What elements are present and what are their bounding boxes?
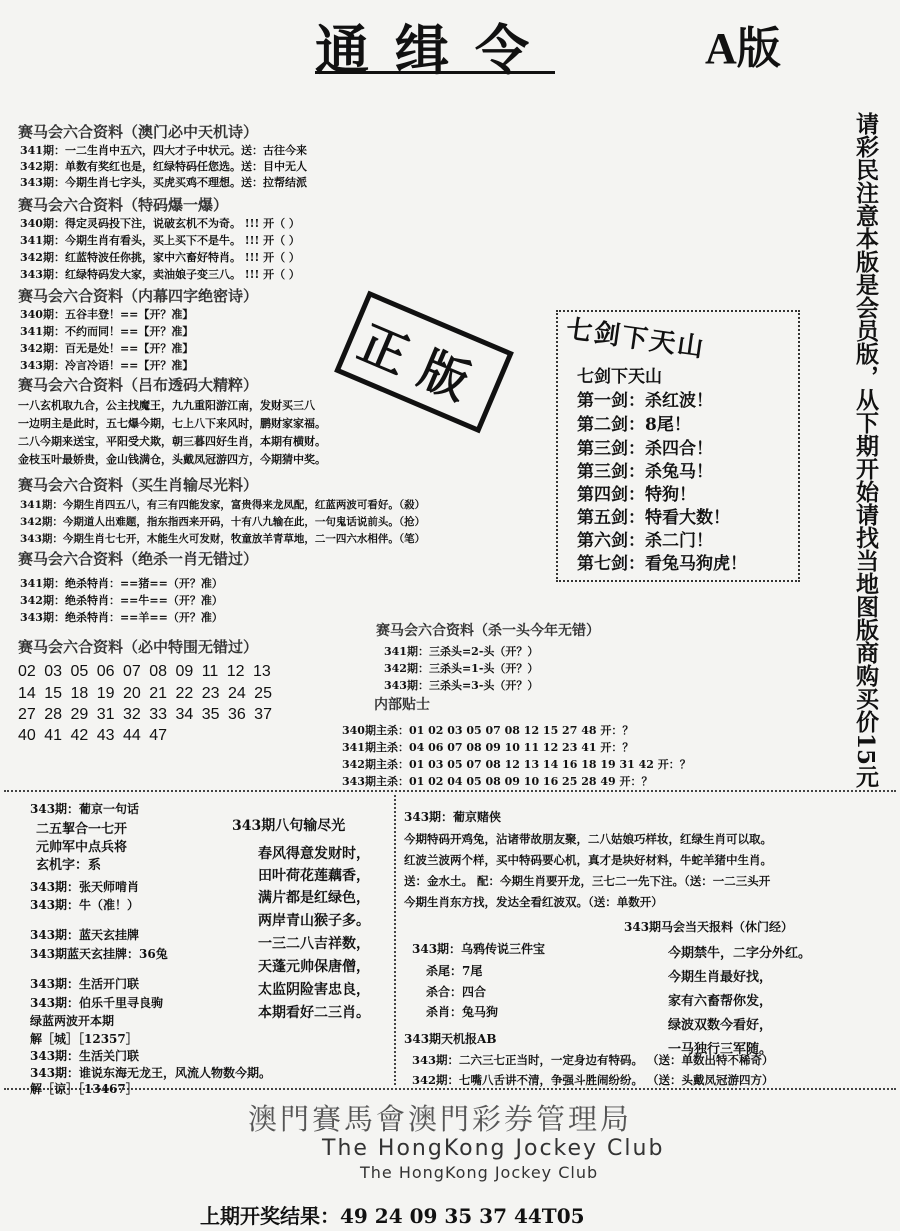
sword-line: 第二剑：8尾！ <box>577 415 691 435</box>
text-line: 杀尾：7尾 <box>426 964 483 978</box>
text-line: 342期：三杀头=1-头（开？） <box>384 662 539 675</box>
text-line: 341期：绝杀特肖：==猪==（开？准） <box>20 577 223 590</box>
divider <box>4 790 896 792</box>
text-line: 343期：冷言冷语！==【开？准】 <box>20 359 194 372</box>
text-line: 一边明主是此时，五七爆今期，七上八下来风时，鹏财家家福。 <box>18 417 326 430</box>
text-line: 340期：五谷丰登！==【开？准】 <box>20 308 194 321</box>
edition-label: A版 <box>705 24 781 73</box>
text-line: 343期蓝天玄挂牌：36兔 <box>30 947 168 961</box>
text-line: 341期主杀：04 06 07 08 09 10 11 12 23 41 开：？ <box>342 741 634 754</box>
text-line: 玄机字：系 <box>36 858 102 873</box>
text-line: 343期：谁说东海无龙王，风流人物数今期。 <box>30 1066 272 1080</box>
block-title: 343期：生活关门联 <box>30 1049 140 1063</box>
text-line: 342期：红蓝特波任你挑，家中六畜好特肖。 !!! 开（ ） <box>20 251 300 264</box>
text-line: 绿蓝两波开本期 <box>30 1014 115 1028</box>
org-name-en: The HongKong Jockey Club <box>322 1136 665 1161</box>
org-name-cn: 澳門賽馬會澳門彩券管理局 <box>248 1102 633 1136</box>
section-title: 赛马会六合资料（内幕四字绝密诗） <box>18 287 259 305</box>
section-title: 赛马会六合资料（绝杀一肖无错过） <box>18 550 259 568</box>
text-line: 一马独行三军随。 <box>668 1042 773 1057</box>
poem-line: 满片都是红绿色， <box>258 890 370 906</box>
text-line: 解［城］［12357］ <box>30 1032 138 1046</box>
text-line: 金枝玉叶最娇贵，金山钱满仓，头戴凤冠游四方，今期猜中奖。 <box>18 453 326 466</box>
text-line: 二八今期来送宝，平阳受犬欺，朝三暮四好生肖，本期有横财。 <box>18 435 326 448</box>
section-title: 内部贴士 <box>374 697 430 713</box>
text-line: 341期：三杀头=2-头（开？） <box>384 645 539 658</box>
block-title: 343期：葡京赌侠 <box>404 810 502 824</box>
text-line: 343期：红绿特码发大家，卖油娘子变三八。 !!! 开（ ） <box>20 268 300 281</box>
section-title: 赛马会六合资料（吕布透码大精粹） <box>18 376 259 394</box>
text-line: 341期：今期生肖有看头，买上买下不是牛。 !!! 开（ ） <box>20 234 300 247</box>
text-line: 一八玄机取九合，公主找魔王，九九重阳游江南，发财买三八 <box>18 399 315 412</box>
text-line: 343期：二六三七正当时，一定身边有特码。 （送：单数出特不稀奇） <box>412 1053 774 1067</box>
text-line: 绿波双数今看好， <box>668 1018 773 1033</box>
text-line: 341期：不约而同！==【开？准】 <box>20 325 194 338</box>
text-line: 343期：牛（准！） <box>30 898 140 912</box>
section-title: 赛马会六合资料（特码爆一爆） <box>18 196 229 214</box>
text-line: 340期：得定灵码投下注，说破玄机不为奇。 !!! 开（ ） <box>20 217 300 230</box>
text-line: 342期主杀：01 03 05 07 08 12 13 14 16 18 19 31 42 开：？ <box>342 758 691 771</box>
sword-line: 第七剑：看兔马狗虎！ <box>577 554 747 574</box>
text-line: 家有六畜帮你发， <box>668 994 773 1009</box>
page-title: 通缉令 <box>315 18 555 82</box>
text-line: 343期：今期生肖七字头，买虎买鸡不理想。送：拉帮结派 <box>20 176 307 189</box>
text-line: 343期：三杀头=3-头（开？） <box>384 679 539 692</box>
block-title: 343期马会当天报料（休门经） <box>624 920 794 934</box>
poem-line: 一三二八吉祥数， <box>258 936 370 952</box>
text-line: 元帅军中点兵将 <box>36 840 128 855</box>
sword-line: 第五剑：特看大数！ <box>577 508 730 528</box>
poem-line: 太监阴险害忠良， <box>258 982 370 998</box>
text-line: 杀合：四合 <box>426 985 487 999</box>
poem-line: 两岸青山猴子多。 <box>258 913 370 929</box>
section-title: 赛马会六合资料（澳门必中天机诗） <box>18 123 259 141</box>
poem-line: 春风得意发财时， <box>258 846 370 862</box>
divider <box>394 795 396 1085</box>
last-draw-result: 上期开奖结果：49 24 09 35 37 44T05 <box>200 1204 585 1228</box>
text-line: 341期：一二生肖中五六，四大才子中状元。送：古往今来 <box>20 144 307 157</box>
sword-line: 第一剑：杀红波！ <box>577 391 713 411</box>
text-line: 341期：今期生肖四五八，有三有四能发家，富贵得来龙凤配，红蓝两波可看好。（殺） <box>20 499 426 511</box>
text-line: 342期：百无是处！==【开？准】 <box>20 342 194 355</box>
poem-line: 田叶荷花莲藕香， <box>258 868 370 884</box>
section-title: 赛马会六合资料（杀一头今年无错） <box>376 623 600 639</box>
text-line: 342期：七嘴八舌讲不清，争强斗胜闹纷纷。 （送：头戴凤冠游四方） <box>412 1073 774 1087</box>
text-line: 解［谅］［13467］ <box>30 1082 138 1096</box>
text-line: 343期主杀：01 02 04 05 08 09 10 16 25 28 49 开：？ <box>342 775 653 788</box>
sword-line: 第三剑：杀四合！ <box>577 439 713 459</box>
seven-swords-heading: 七剑下天山 <box>564 314 708 364</box>
text-line: 杀肖：兔马狗 <box>426 1005 499 1019</box>
text-line: 342期：单数有奖红也是，红绿特码任您选。送：目中无人 <box>20 160 307 173</box>
sword-line: 第四剑：特狗！ <box>577 485 696 505</box>
text-line: 340期主杀：01 02 03 05 07 08 12 15 27 48 开：？ <box>342 724 634 737</box>
text-line: 342期：今期道人出难题，指东指西来开码，十有八九输在此，一句鬼话说前头。（抢） <box>20 516 426 528</box>
section-title: 赛马会六合资料（买生肖输尽光料） <box>18 476 259 494</box>
block-title: 343期：乌鸦传说三件宝 <box>412 942 546 956</box>
text-line: 二五挈合一七开 <box>36 822 128 837</box>
block-title: 343期：张天师啃肖 <box>30 880 140 894</box>
number-row: 27 28 29 31 32 33 34 35 36 37 <box>18 706 272 723</box>
number-row: 14 15 18 19 20 21 22 23 24 25 <box>18 685 272 702</box>
sword-line: 第三剑：杀兔马！ <box>577 462 713 482</box>
block-title: 343期：生活开门联 <box>30 977 140 991</box>
text-line: 343期：今期生肖七七开，木能生火可发财，牧童放羊青草地，二一四六水相伴。（笔） <box>20 533 426 545</box>
number-row: 02 03 05 06 07 08 09 11 12 13 <box>18 663 271 680</box>
poem-line: 天蓬元帅保唐僧， <box>258 959 370 975</box>
text-line: 送：金水土。 配：今期生肖要开龙，三七二一先下注。（送：一二三头开 <box>404 874 771 888</box>
block-title: 343期天机报AB <box>404 1032 497 1046</box>
block-title: 343期：葡京一句话 <box>30 802 140 816</box>
text-line: 今期生肖最好找， <box>668 970 773 985</box>
member-notice: 请彩民注意本版是会员版，从下期开始请找当地图版商购买价15元 <box>852 112 879 789</box>
block-title: 343期：蓝天玄挂牌 <box>30 928 140 942</box>
poem-line: 本期看好二三肖。 <box>258 1005 370 1021</box>
text-line: 342期：绝杀特肖：==牛==（开？准） <box>20 594 223 607</box>
sword-line: 第六剑：杀二门！ <box>577 531 713 551</box>
text-line: 今期特码开鸡兔，沾诸带故朋友聚，二八姑娘巧样妆，红绿生肖可以取。 <box>404 832 772 846</box>
genuine-stamp: 正版 <box>334 291 514 434</box>
text-line: 今期生肖东方找，发达全看红波双。（送：单数开） <box>404 895 663 909</box>
text-line: 343期：伯乐千里寻良驹 <box>30 996 164 1010</box>
sword-line: 七剑下天山 <box>577 367 662 387</box>
org-name-en-small: The HongKong Jockey Club <box>360 1163 599 1182</box>
number-row: 40 41 42 43 44 47 <box>18 727 168 744</box>
section-title: 赛马会六合资料（必中特围无错过） <box>18 638 259 656</box>
text-line: 红波兰波两个样，买中特码要心机，真才是块好材料，牛蛇羊猪中生肖。 <box>404 853 772 867</box>
text-line: 343期：绝杀特肖：==羊==（开？准） <box>20 611 223 624</box>
poem-title: 343期八句输尽光 <box>232 818 346 834</box>
text-line: 今期禁牛，二字分外红。 <box>668 946 812 961</box>
